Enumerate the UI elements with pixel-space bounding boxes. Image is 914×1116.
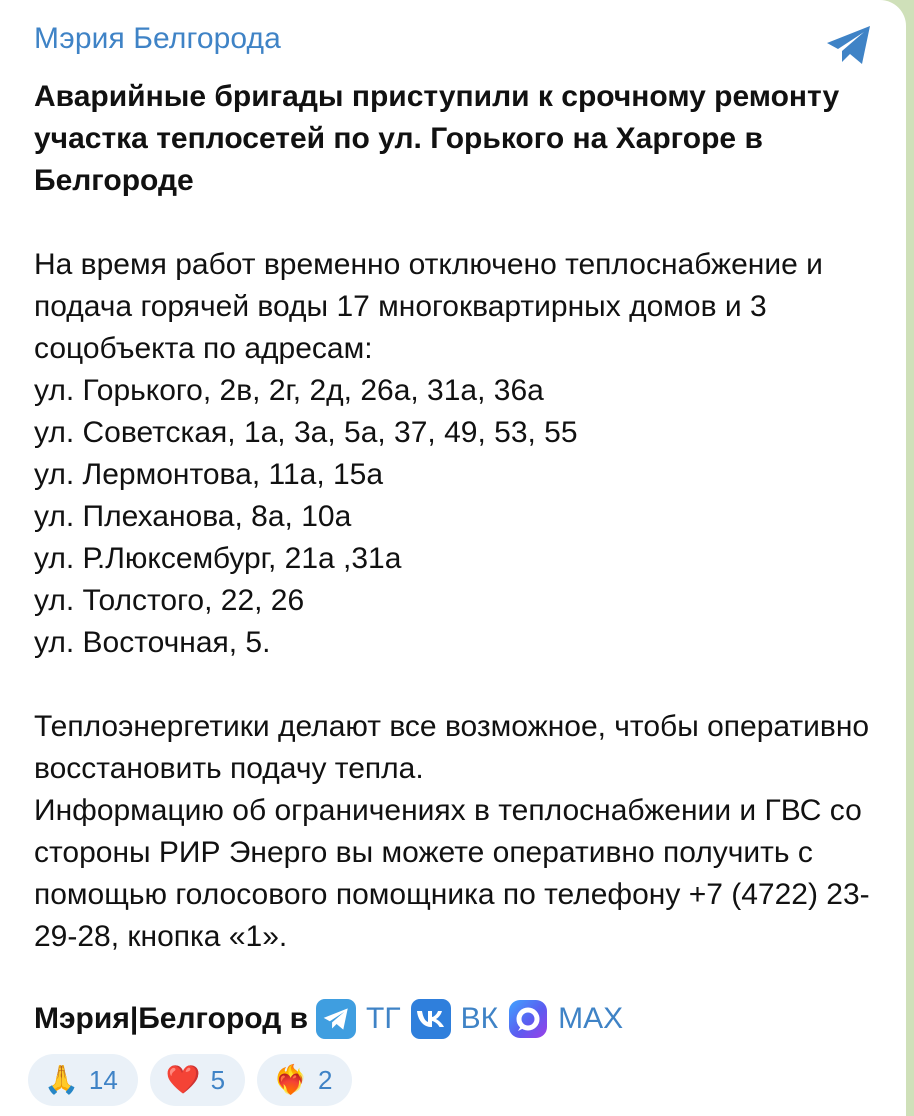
address-line: ул. Лермонтова, 11а, 15а (34, 458, 384, 491)
spacer (34, 664, 874, 706)
post-closing-2: Информацию об ограничениях в теплоснабжении и ГВС со стороны РИР Энерго вы можете оперативно получить с помощью голосового помощника по телефону +7 (4722) 23-29-28, кнопка «1». (34, 794, 870, 953)
telegram-link[interactable]: ТГ (366, 1002, 401, 1035)
heart-on-fire-icon: ❤️‍🔥 (273, 1063, 309, 1096)
address-line: ул. Советская, 1а, 3а, 5а, 37, 49, 53, 55 (34, 416, 578, 449)
reaction-count: 14 (88, 1064, 118, 1095)
spacer (34, 202, 874, 244)
post-intro: На время работ временно отключено теплоснабжение и подача горячей воды 17 многоквартирных домов и 3 соцобъекта по адресам: (34, 248, 823, 365)
post-closing-1: Теплоэнергетики делают все возможное, чтобы оперативно восстановить подачу тепла. (34, 710, 870, 785)
red-heart-icon: ❤️ (165, 1063, 201, 1096)
post-footer (34, 994, 633, 1044)
vk-link[interactable]: ВК (460, 1002, 499, 1035)
praying-hands-icon: 🙏 (44, 1063, 79, 1096)
reaction-red-heart[interactable] (150, 1054, 245, 1106)
address-line: ул. Плеханова, 8а, 10а (34, 500, 352, 533)
address-line: ул. Восточная, 5. (34, 626, 271, 659)
telegram-paper-plane-icon[interactable] (824, 22, 874, 68)
address-line: ул. Р.Люксембург, 21а ,31а (34, 542, 402, 575)
max-icon[interactable] (508, 999, 548, 1039)
reaction-count: 2 (318, 1064, 333, 1095)
reaction-praying-hands[interactable] (28, 1054, 138, 1106)
footer-label: Мэрия|Белгород в (34, 1002, 309, 1035)
telegram-icon[interactable] (316, 999, 356, 1039)
channel-name[interactable]: Мэрия Белгорода (34, 22, 281, 55)
message-text (34, 76, 874, 958)
vk-icon[interactable] (411, 999, 451, 1039)
post-title: Аварийные бригады приступили к срочному ремонту участка теплосетей по ул. Горького на Харгоре в Белгороде (34, 80, 840, 197)
reaction-heart-on-fire[interactable] (257, 1054, 352, 1106)
address-line: ул. Горького, 2в, 2г, 2д, 26а, 31а, 36а (34, 374, 544, 407)
address-line: ул. Толстого, 22, 26 (34, 584, 305, 617)
reaction-count: 5 (210, 1064, 226, 1095)
reactions-bar (28, 1054, 352, 1106)
max-link[interactable]: MAX (558, 1002, 624, 1035)
